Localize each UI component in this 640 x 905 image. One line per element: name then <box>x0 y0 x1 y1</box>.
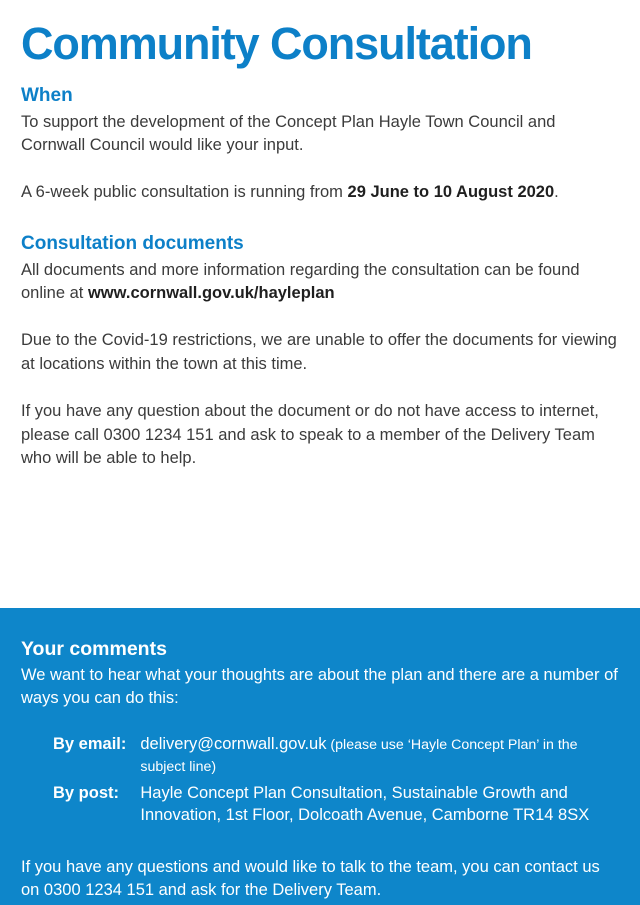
consultation-website-url[interactable]: www.cornwall.gov.uk/hayleplan <box>87 283 335 302</box>
when-paragraph-1: To support the development of the Concept Plan Hayle Town Council and Cornwall Council would like your input. <box>21 112 556 154</box>
documents-paragraph-2: Due to the Covid-19 restrictions, we are unable to offer the documents for viewing at locations within the town at this time. <box>21 331 617 373</box>
heading-consultation-documents: Consultation documents <box>21 232 244 254</box>
contact-row-email <box>21 733 595 777</box>
contact-row-post <box>21 777 595 826</box>
your-comments-panel <box>0 608 640 905</box>
heading-when: When <box>21 84 73 106</box>
contact-value-email <box>140 733 595 777</box>
contact-methods-table <box>21 733 595 826</box>
when-paragraph-2-prefix: A 6-week public consultation is running from <box>21 183 348 202</box>
postal-address: Hayle Concept Plan Consultation, Sustainable Growth and Innovation, 1st Floor, Dolcoath Avenue, Camborne TR14 8SX <box>140 783 590 824</box>
heading-your-comments: Your comments <box>21 638 167 660</box>
contact-label-email: By email: <box>53 734 127 753</box>
email-address[interactable]: delivery@cornwall.gov.uk <box>140 734 327 753</box>
documents-paragraph-3: If you have any question about the document or do not have access to internet, please call 0300 1234 151 and ask to speak to a member of the Delivery Team who will be able to help. <box>21 402 599 468</box>
when-paragraph-2 <box>21 157 619 204</box>
email-subject-note: (please use ‘Hayle Concept Plan’ in the subject line) <box>140 736 578 775</box>
your-comments-intro: We want to hear what your thoughts are about the plan and there are a number of ways you can do this: <box>21 666 618 708</box>
documents-paragraph-1-prefix: All documents and more information regarding the consultation can be found online at <box>21 260 580 302</box>
contact-label-post: By post: <box>53 783 119 802</box>
your-comments-closing: If you have any questions and would like to talk to the team, you can contact us on 0300 1234 151 and ask for the Delivery Team. <box>21 857 600 900</box>
consultation-dates: 29 June to 10 August 2020 <box>347 183 555 202</box>
when-paragraph-2-suffix: . <box>554 183 559 202</box>
documents-paragraph-1 <box>21 257 619 306</box>
page-title: Community Consultation <box>21 18 532 69</box>
